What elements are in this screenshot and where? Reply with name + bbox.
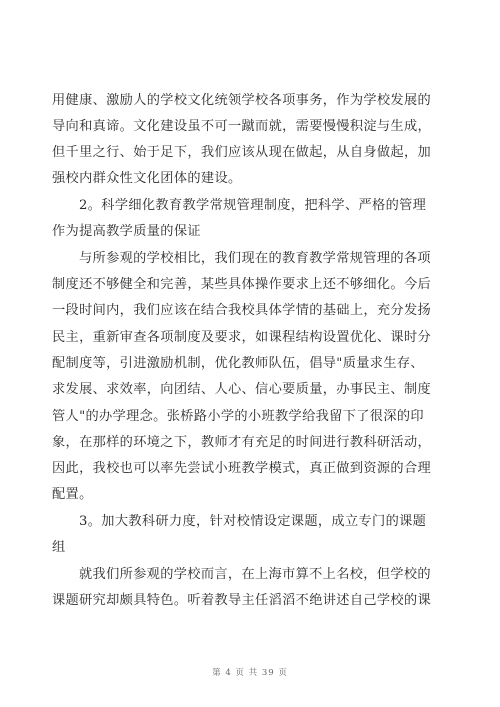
section-heading-3: 3。加大教科研力度，针对校情设定课题，成立专门的课题 bbox=[79, 514, 427, 529]
body-text-line: 配制度等，引进激励机制，优化教师队伍，倡导"质量求生存、 bbox=[52, 356, 424, 371]
section-heading-2-cont: 作为提高教学质量的保证 bbox=[52, 224, 201, 239]
section-heading-3-cont: 组 bbox=[52, 540, 66, 555]
body-text-line: 因此，我校也可以率先尝试小班教学模式，真正做到资源的合理 bbox=[52, 461, 432, 476]
body-text-line: 与所参观的学校相比，我们现在的教育教学常规管理的各项 bbox=[79, 251, 431, 266]
body-text-line: 制度还不够健全和完善，某些具体操作要求上还不够细化。今后 bbox=[52, 277, 432, 292]
body-text-line: 求发展、求效率，向团结、人心、信心要质量，办事民主、制度 bbox=[52, 382, 432, 397]
body-text-line: 一段时间内，我们应该在结合我校具体学情的基础上，充分发扬 bbox=[52, 303, 432, 318]
body-text-line: 导向和真谛。文化建设虽不可一蹴而就，需要慢慢积淀与生成， bbox=[52, 119, 432, 134]
body-text-line: 民主，重新审查各项制度及要求，如课程结构设置优化、课时分 bbox=[52, 330, 432, 345]
body-text-line: 就我们所参观的学校而言，在上海市算不上名校，但学校的 bbox=[79, 567, 431, 582]
body-text-line: 管人"的办学理念。张桥路小学的小班教学给我留下了很深的印 bbox=[52, 409, 424, 424]
body-text-line: 配置。 bbox=[52, 487, 93, 502]
body-text-line: 但千里之行、始于足下，我们应该从现在做起，从自身做起，加 bbox=[52, 145, 432, 160]
body-text-line: 课题研究却颇具特色。听着教导主任滔滔不绝讲述自己学校的课 bbox=[52, 593, 432, 608]
body-text-line: 强校内群众性文化团体的建设。 bbox=[52, 171, 242, 186]
body-text-line: 象，在那样的环境之下，教师才有充足的时间进行教科研活动， bbox=[52, 435, 432, 450]
body-text-line: 用健康、激励人的学校文化统领学校各项事务，作为学校发展的 bbox=[52, 93, 432, 108]
section-heading-2: 2。科学细化教育教学常规管理制度，把科学、严格的管理 bbox=[79, 198, 427, 213]
page-number-footer: 第 4 页 共 39 页 bbox=[212, 668, 288, 678]
